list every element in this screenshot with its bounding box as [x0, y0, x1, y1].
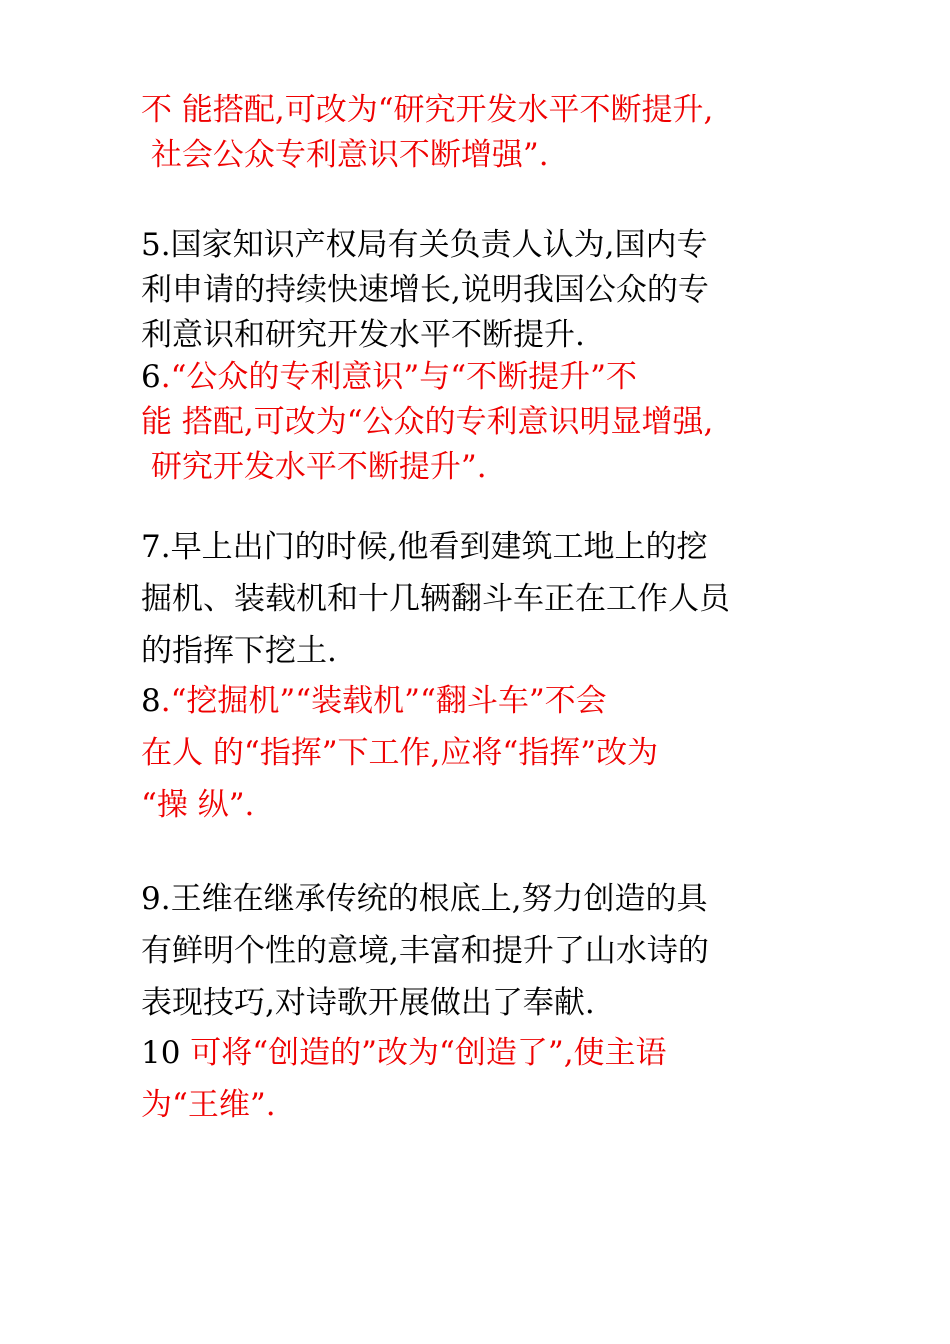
text-line: 能 搭配,可改为“公众的专利意识明显增强,	[141, 404, 714, 440]
text-line: 社会公众专利意识不断增强”.	[141, 137, 549, 173]
text-line: 的指挥下挖土.	[141, 633, 337, 669]
text-line: 不 能搭配,可改为“研究开发水平不断提升,	[141, 92, 714, 128]
text-line: 掘机、装载机和十几辆翻斗车正在工作人员	[141, 581, 730, 617]
text-line: 在人 的“指挥”下工作,应将“指挥”改为	[141, 735, 659, 771]
text-line: 10 可将“创造的”改为“创造了”,使主语	[141, 1035, 667, 1071]
text-line: 8.“挖掘机”“装载机”“翻斗车”不会	[141, 683, 607, 719]
text-line: 为“王维”.	[141, 1087, 276, 1123]
item-number: 5	[141, 227, 161, 263]
item-number: 9	[141, 881, 161, 917]
question-9-paragraph	[141, 881, 841, 1040]
answer-8-paragraph	[141, 683, 841, 842]
question-5-paragraph	[141, 227, 841, 365]
text-line: 7.早上出门的时候,他看到建筑工地上的挖	[141, 529, 708, 565]
item-number: 7	[141, 529, 161, 565]
item-number: 8	[141, 683, 161, 719]
question-7-paragraph	[141, 529, 841, 688]
text-line: 6.“公众的专利意识”与“不断提升”不	[141, 359, 637, 395]
text-line: 有鲜明个性的意境,丰富和提升了山水诗的	[141, 933, 709, 969]
answer-4-paragraph	[141, 92, 841, 185]
item-number: 10	[141, 1035, 181, 1071]
item-number: 6	[141, 359, 161, 395]
answer-6-paragraph	[141, 359, 841, 497]
text-line: 9.王维在继承传统的根底上,努力创造的具	[141, 881, 708, 917]
text-line: “操 纵”.	[141, 787, 255, 823]
answer-10-paragraph	[141, 1035, 841, 1142]
text-line: 利申请的持续快速增长,说明我国公众的专	[141, 272, 709, 308]
text-line: 研究开发水平不断提升”.	[141, 449, 487, 485]
text-line: 表现技巧,对诗歌开展做出了奉献.	[141, 985, 595, 1021]
text-line: 5.国家知识产权局有关负责人认为,国内专	[141, 227, 708, 263]
text-line: 利意识和研究开发水平不断提升.	[141, 317, 585, 353]
